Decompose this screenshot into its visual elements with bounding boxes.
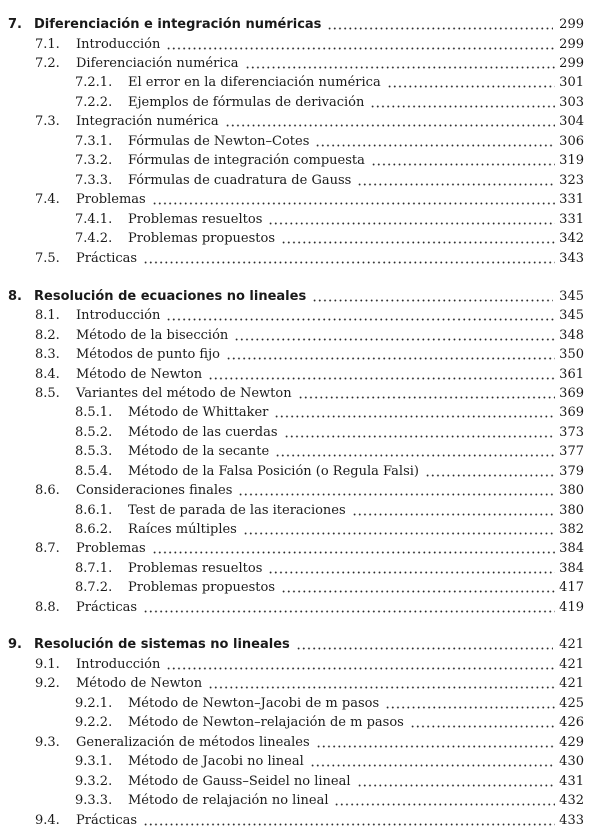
toc-entry-number: 8.5.4. <box>75 464 113 479</box>
toc-entry-title: Método de Jacobi no lineal <box>128 754 304 769</box>
toc-entry-number: 7.3. <box>35 114 60 129</box>
toc-entry-number: 8.5.2. <box>75 425 113 440</box>
toc-entry-number: 7.5. <box>35 251 60 266</box>
toc-entry-number: 7.4. <box>35 192 60 207</box>
toc-entry-title: Diferenciación e integración numéricas <box>34 17 322 32</box>
toc-entry-number: 7.3.3. <box>75 173 113 188</box>
toc-entry-section[interactable] <box>0 36 600 54</box>
toc-entry-title: Método de Whittaker <box>128 405 269 420</box>
toc-entry-subsection[interactable] <box>0 695 600 713</box>
toc-entry-title: Introducción <box>76 37 161 52</box>
toc-entry-subsection[interactable] <box>0 753 600 771</box>
toc-entry-subsection[interactable] <box>0 502 600 520</box>
toc-entry-number: 7.2. <box>35 56 60 71</box>
toc-entry-section[interactable] <box>0 656 600 674</box>
toc-entry-title: Generalización de métodos lineales <box>76 735 310 750</box>
toc-entry-page-number: 323 <box>559 173 584 188</box>
toc-entry-subsection[interactable] <box>0 560 600 578</box>
toc-entry-title: Problemas propuestos <box>128 580 275 595</box>
toc-entry-subsection[interactable] <box>0 172 600 190</box>
toc-entry-section[interactable] <box>0 366 600 384</box>
toc-entry-section[interactable] <box>0 191 600 209</box>
toc-entry-page-number: 361 <box>559 367 584 382</box>
toc-entry-section[interactable] <box>0 482 600 500</box>
toc-entry-number: 9.2.1. <box>75 696 113 711</box>
toc-entry-number: 8.1. <box>35 308 60 323</box>
toc-entry-number: 9.3.2. <box>75 774 113 789</box>
dot-leader <box>281 590 555 593</box>
toc-entry-page-number: 319 <box>559 153 584 168</box>
toc-entry-number: 8.6.1. <box>75 503 113 518</box>
toc-entry-title: Introducción <box>76 308 161 323</box>
toc-entry-page-number: 421 <box>559 637 584 652</box>
toc-entry-subsection[interactable] <box>0 443 600 461</box>
toc-entry-title: Fórmulas de integración compuesta <box>128 153 365 168</box>
toc-entry-section[interactable] <box>0 113 600 131</box>
toc-entry-chapter[interactable] <box>0 636 600 654</box>
dot-leader <box>281 241 555 244</box>
dot-leader <box>166 318 555 321</box>
dot-leader <box>425 474 555 477</box>
toc-entry-page-number: 373 <box>559 425 584 440</box>
toc-entry-number: 7.1. <box>35 37 60 52</box>
toc-entry-page-number: 345 <box>559 289 584 304</box>
toc-entry-number: 8.3. <box>35 347 60 362</box>
toc-entry-subsection[interactable] <box>0 579 600 597</box>
toc-entry-number: 8.7.2. <box>75 580 113 595</box>
toc-entry-page-number: 348 <box>559 328 584 343</box>
toc-entry-section[interactable] <box>0 327 600 345</box>
toc-entry-section[interactable] <box>0 675 600 693</box>
toc-entry-page-number: 429 <box>559 735 584 750</box>
toc-entry-subsection[interactable] <box>0 133 600 151</box>
dot-leader <box>284 435 555 438</box>
toc-entry-title: Método de Newton <box>76 676 203 691</box>
toc-entry-number: 7.4.2. <box>75 231 113 246</box>
toc-entry-section[interactable] <box>0 307 600 325</box>
toc-entry-page-number: 301 <box>559 75 584 90</box>
toc-entry-number: 8.8. <box>35 600 60 615</box>
dot-leader <box>385 706 555 709</box>
toc-entry-number: 7.3.1. <box>75 134 113 149</box>
toc-entry-title: Método de Gauss–Seidel no lineal <box>128 774 351 789</box>
toc-entry-title: Raíces múltiples <box>128 522 237 537</box>
toc-entry-title: Método de la bisección <box>76 328 229 343</box>
toc-entry-page-number: 369 <box>559 386 584 401</box>
toc-entry-title: Test de parada de las iteraciones <box>128 503 346 518</box>
toc-entry-section[interactable] <box>0 734 600 752</box>
toc-entry-title: Prácticas <box>76 600 138 615</box>
toc-entry-page-number: 380 <box>559 483 584 498</box>
toc-entry-title: Resolución de ecuaciones no lineales <box>34 289 307 304</box>
toc-entry-title: Método de la secante <box>128 444 270 459</box>
toc-entry-title: Resolución de sistemas no lineales <box>34 637 290 652</box>
toc-entry-page-number: 299 <box>559 17 584 32</box>
toc-entry-page-number: 426 <box>559 715 584 730</box>
toc-entry-page-number: 345 <box>559 308 584 323</box>
dot-leader <box>310 764 555 767</box>
toc-entry-number: 9.3. <box>35 735 60 750</box>
toc-entry-page-number: 417 <box>559 580 584 595</box>
toc-entry-title: Problemas resueltos <box>128 212 263 227</box>
toc-entry-number: 9. <box>8 637 22 652</box>
toc-entry-title: Variantes del método de Newton <box>76 386 292 401</box>
dot-leader <box>268 571 555 574</box>
dot-leader <box>316 745 555 748</box>
toc-entry-title: Introducción <box>76 657 161 672</box>
toc-entry-title: Métodos de punto fijo <box>76 347 220 362</box>
dot-leader <box>298 396 555 399</box>
toc-entry-page-number: 343 <box>559 251 584 266</box>
toc-entry-number: 7. <box>8 17 22 32</box>
toc-entry-number: 8. <box>8 289 22 304</box>
toc-entry-section[interactable] <box>0 346 600 364</box>
toc-entry-page-number: 379 <box>559 464 584 479</box>
toc-entry-number: 9.2.2. <box>75 715 113 730</box>
toc-entry-subsection[interactable] <box>0 773 600 791</box>
toc-entry-title: Fórmulas de Newton–Cotes <box>128 134 310 149</box>
toc-entry-number: 8.6. <box>35 483 60 498</box>
toc-entry-number: 7.4.1. <box>75 212 113 227</box>
dot-leader <box>152 202 555 205</box>
toc-entry-title: Prácticas <box>76 813 138 828</box>
dot-leader <box>275 454 555 457</box>
toc-entry-subsection[interactable] <box>0 211 600 229</box>
toc-entry-number: 8.5.3. <box>75 444 113 459</box>
toc-entry-page-number: 421 <box>559 657 584 672</box>
toc-entry-page-number: 299 <box>559 56 584 71</box>
toc-entry-title: Fórmulas de cuadratura de Gauss <box>128 173 352 188</box>
toc-entry-number: 8.5.1. <box>75 405 113 420</box>
dot-leader <box>143 261 555 264</box>
toc-entry-page-number: 377 <box>559 444 584 459</box>
dot-leader <box>143 823 555 826</box>
toc-entry-number: 8.7.1. <box>75 561 113 576</box>
dot-leader <box>357 784 555 787</box>
toc-entry-title: Problemas resueltos <box>128 561 263 576</box>
toc-entry-page-number: 419 <box>559 600 584 615</box>
toc-entry-number: 9.4. <box>35 813 60 828</box>
toc-entry-number: 8.2. <box>35 328 60 343</box>
toc-entry-title: Problemas <box>76 541 146 556</box>
toc-entry-number: 7.2.1. <box>75 75 113 90</box>
dot-leader <box>370 105 555 108</box>
toc-entry-number: 8.7. <box>35 541 60 556</box>
toc-entry-number: 9.2. <box>35 676 60 691</box>
toc-entry-number: 7.3.2. <box>75 153 113 168</box>
toc-entry-title: Integración numérica <box>76 114 219 129</box>
toc-entry-section[interactable] <box>0 599 600 617</box>
dot-leader <box>410 725 555 728</box>
toc-entry-title: Prácticas <box>76 251 138 266</box>
toc-entry-title: Ejemplos de fórmulas de derivación <box>128 95 365 110</box>
toc-entry-chapter[interactable] <box>0 16 600 34</box>
toc-entry-title: Problemas <box>76 192 146 207</box>
toc-entry-number: 9.3.1. <box>75 754 113 769</box>
dot-leader <box>334 803 555 806</box>
toc-entry-number: 9.1. <box>35 657 60 672</box>
toc-entry-number: 7.2.2. <box>75 95 113 110</box>
dot-leader <box>352 513 555 516</box>
toc-entry-subsection[interactable] <box>0 152 600 170</box>
dot-leader <box>225 124 555 127</box>
toc-entry-title: Método de relajación no lineal <box>128 793 329 808</box>
toc-entry-section[interactable] <box>0 385 600 403</box>
dot-leader <box>143 610 555 613</box>
toc-entry-page-number: 304 <box>559 114 584 129</box>
toc-entry-number: 8.4. <box>35 367 60 382</box>
toc-entry-page-number: 380 <box>559 503 584 518</box>
toc-entry-subsection[interactable] <box>0 521 600 539</box>
toc-entry-title: Método de la Falsa Posición (o Regula Falsi) <box>128 464 419 479</box>
dot-leader <box>312 299 553 302</box>
toc-entry-subsection[interactable] <box>0 424 600 442</box>
dot-leader <box>296 647 553 650</box>
toc-entry-page-number: 342 <box>559 231 584 246</box>
dot-leader <box>166 667 555 670</box>
dot-leader <box>371 163 555 166</box>
toc-entry-subsection[interactable] <box>0 404 600 422</box>
toc-entry-title: Consideraciones finales <box>76 483 233 498</box>
dot-leader <box>327 27 553 30</box>
toc-entry-subsection[interactable] <box>0 792 600 810</box>
dot-leader <box>226 357 555 360</box>
toc-entry-section[interactable] <box>0 55 600 73</box>
toc-entry-page-number: 425 <box>559 696 584 711</box>
dot-leader <box>208 686 555 689</box>
toc-entry-page-number: 331 <box>559 192 584 207</box>
toc-entry-page-number: 432 <box>559 793 584 808</box>
toc-entry-title: Método de Newton–relajación de m pasos <box>128 715 404 730</box>
toc-entry-page-number: 350 <box>559 347 584 362</box>
toc-entry-subsection[interactable] <box>0 714 600 732</box>
toc-entry-title: Problemas propuestos <box>128 231 275 246</box>
toc-entry-page-number: 430 <box>559 754 584 769</box>
toc-entry-page-number: 433 <box>559 813 584 828</box>
dot-leader <box>245 66 555 69</box>
toc-entry-page-number: 331 <box>559 212 584 227</box>
toc-entry-title: Método de las cuerdas <box>128 425 278 440</box>
toc-entry-number: 8.6.2. <box>75 522 113 537</box>
dot-leader <box>166 47 555 50</box>
toc-entry-title: Método de Newton–Jacobi de m pasos <box>128 696 380 711</box>
toc-entry-title: Método de Newton <box>76 367 203 382</box>
toc-entry-title: Diferenciación numérica <box>76 56 239 71</box>
dot-leader <box>208 377 555 380</box>
toc-entry-chapter[interactable] <box>0 288 600 306</box>
toc-entry-title: El error en la diferenciación numérica <box>128 75 381 90</box>
dot-leader <box>357 183 555 186</box>
dot-leader <box>152 551 555 554</box>
dot-leader <box>387 85 555 88</box>
toc-entry-number: 9.3.3. <box>75 793 113 808</box>
dot-leader <box>238 493 555 496</box>
toc-entry-page-number: 299 <box>559 37 584 52</box>
toc-entry-page-number: 369 <box>559 405 584 420</box>
toc-entry-page-number: 421 <box>559 676 584 691</box>
toc-entry-page-number: 303 <box>559 95 584 110</box>
dot-leader <box>274 415 555 418</box>
toc-entry-page-number: 306 <box>559 134 584 149</box>
toc-entry-subsection[interactable] <box>0 94 600 112</box>
toc-entry-subsection[interactable] <box>0 463 600 481</box>
dot-leader <box>268 222 555 225</box>
dot-leader <box>315 144 555 147</box>
toc-entry-subsection[interactable] <box>0 230 600 248</box>
toc-entry-section[interactable] <box>0 540 600 558</box>
toc-entry-page-number: 382 <box>559 522 584 537</box>
toc-entry-page-number: 384 <box>559 541 584 556</box>
toc-entry-section[interactable] <box>0 250 600 268</box>
toc-entry-subsection[interactable] <box>0 74 600 92</box>
dot-leader <box>234 338 555 341</box>
dot-leader <box>243 532 555 535</box>
toc-entry-section[interactable] <box>0 812 600 830</box>
toc-entry-page-number: 431 <box>559 774 584 789</box>
toc-entry-page-number: 384 <box>559 561 584 576</box>
toc-entry-number: 8.5. <box>35 386 60 401</box>
